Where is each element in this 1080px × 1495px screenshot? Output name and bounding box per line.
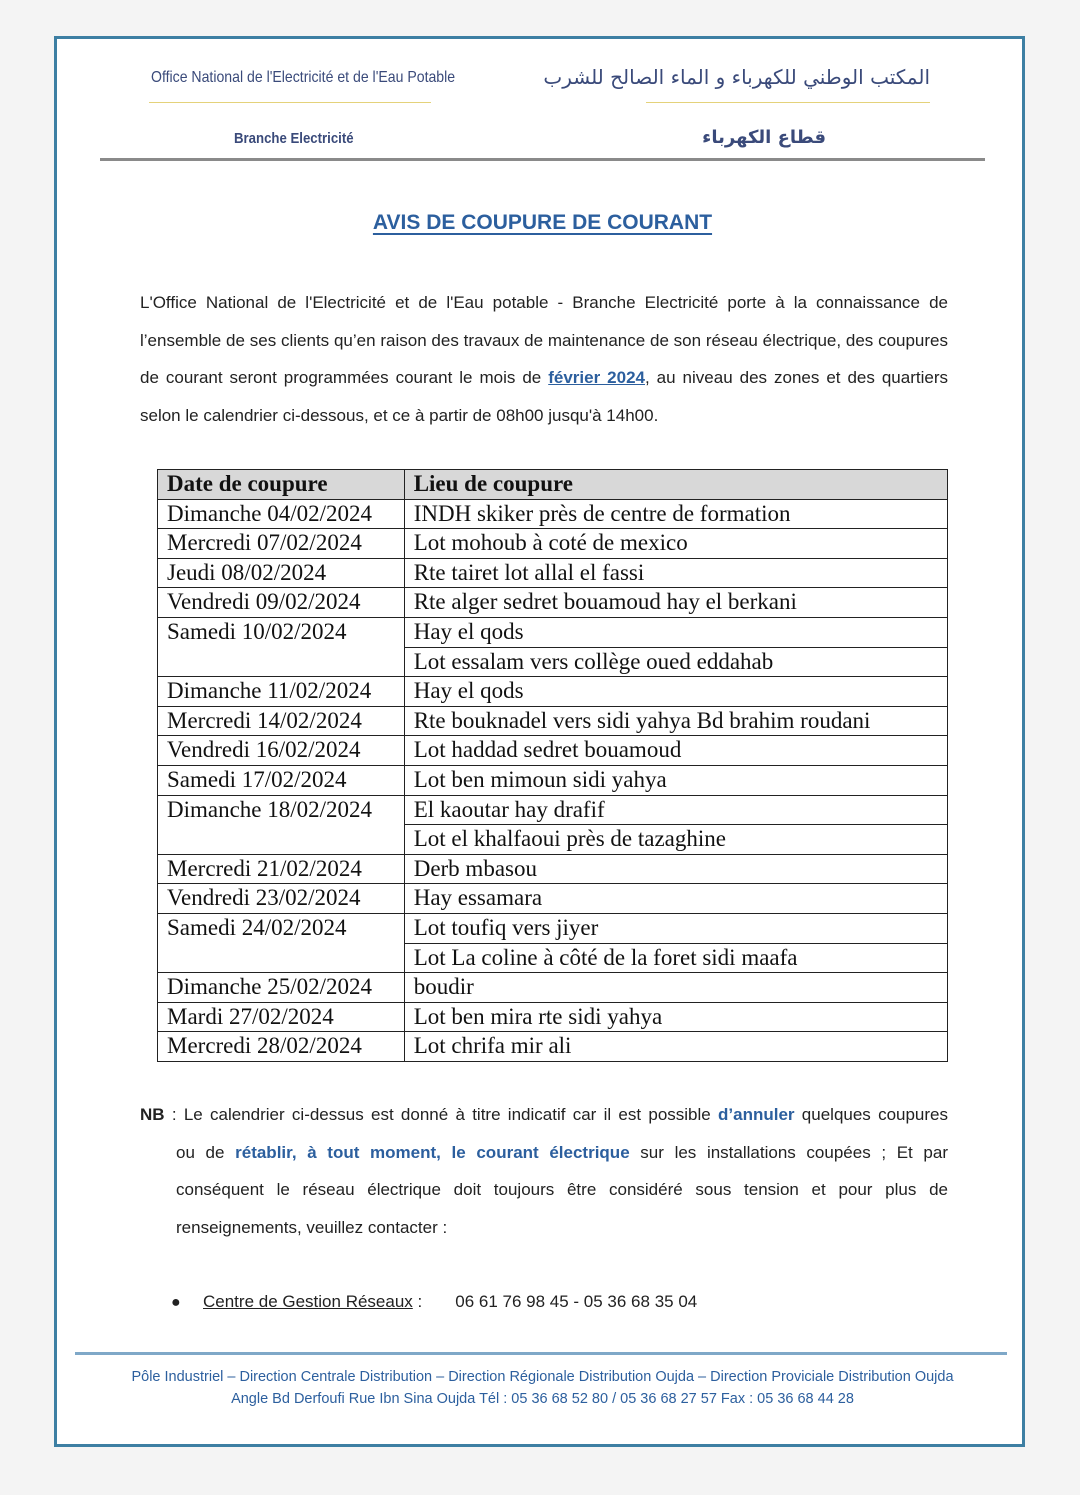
cell-date: Mardi 27/02/2024	[158, 1002, 405, 1032]
cell-place: Lot ben mimoun sidi yahya	[404, 765, 947, 795]
cell-date: Mercredi 21/02/2024	[158, 854, 405, 884]
table-row	[158, 1002, 948, 1032]
cell-date: Dimanche 25/02/2024	[158, 973, 405, 1003]
nb-line-2-end: sur les installations coupées ; Et par	[629, 1142, 949, 1162]
nb-highlight-restore: rétablir, à tout moment, le courant électrique	[235, 1142, 630, 1162]
nb-note	[140, 1096, 948, 1246]
intro-text-before: L'Office National de l'Electricité et de l'Eau potable - Branche Electricité porte à la connaissance de l’ensemble de ses clients qu’en raison des travaux de maintenance de son réseau électrique, des coupures de courant seront programmées courant le mois de	[140, 293, 948, 388]
nb-label: NB	[140, 1105, 165, 1124]
cell-place: Lot el khalfaoui près de tazaghine	[404, 825, 947, 855]
table-body	[158, 499, 948, 1061]
cell-date: Mercredi 07/02/2024	[158, 529, 405, 559]
table-row	[158, 854, 948, 884]
cell-date: Samedi 10/02/2024	[158, 617, 405, 676]
contact-line	[171, 1292, 697, 1312]
cell-place: El kaoutar hay drafif	[404, 795, 947, 825]
nb-line-3: conséquent le réseau électrique doit toujours être considéré sous tension et pour plus de	[176, 1180, 948, 1199]
table-row	[158, 913, 948, 943]
cell-date: Samedi 17/02/2024	[158, 765, 405, 795]
footer-address: Angle Bd Derfoufi Rue Ibn Sina Oujda Tél : 05 36 68 52 80 / 05 36 68 27 57 Fax : 05 36 68 44 28	[231, 1391, 854, 1407]
nb-line-4: renseignements, veuillez contacter :	[176, 1217, 448, 1237]
cell-date: Jeudi 08/02/2024	[158, 558, 405, 588]
cell-date: Mercredi 14/02/2024	[158, 706, 405, 736]
notice-title	[57, 211, 1028, 235]
nb-line-2-text: ou de	[176, 1142, 236, 1162]
cell-place: INDH skiker près de centre de formation	[404, 499, 947, 529]
office-name-arabic: المكتب الوطني للكهرباء و الماء الصالح للشرب	[543, 65, 930, 89]
cell-date: Samedi 24/02/2024	[158, 913, 405, 972]
nb-highlight-cancel: d’annuler	[718, 1105, 795, 1124]
cell-date: Vendredi 09/02/2024	[158, 588, 405, 618]
cell-date: Dimanche 04/02/2024	[158, 499, 405, 529]
intro-month: février 2024	[548, 368, 645, 388]
table-row	[158, 795, 948, 825]
cell-place: Lot ben mira rte sidi yahya	[404, 1002, 947, 1032]
cell-place: Lot La coline à côté de la foret sidi maafa	[404, 943, 947, 973]
branch-name-arabic: قطاع الكهرباء	[702, 127, 826, 148]
cell-place: Lot toufiq vers jiyer	[404, 913, 947, 943]
cell-place: Derb mbasou	[404, 854, 947, 884]
nb-line-2	[140, 1134, 948, 1172]
column-header-date: Date de coupure	[158, 470, 405, 500]
column-header-place: Lieu de coupure	[404, 470, 947, 500]
footer-organization: Pôle Industriel – Direction Centrale Distribution – Direction Régionale Distribution Oujda – Direction Proviciale Distribution Oujda	[131, 1369, 954, 1385]
nb-line-1-end: quelques coupures	[794, 1105, 949, 1124]
cell-place: Rte alger sedret bouamoud hay el berkani	[404, 588, 947, 618]
table-row	[158, 677, 948, 707]
table-header-row	[158, 470, 948, 500]
cell-date: Dimanche 11/02/2024	[158, 677, 405, 707]
header-divider	[100, 158, 985, 161]
contact-phones: 06 61 76 98 45 - 05 36 68 35 04	[455, 1292, 698, 1311]
outage-schedule-table	[157, 469, 948, 1062]
cell-place: Hay essamara	[404, 884, 947, 914]
table-row	[158, 1032, 948, 1062]
branch-name-french: Branche Electricité	[234, 130, 354, 147]
cell-place: Lot essalam vers collège oued eddahab	[404, 647, 947, 677]
notice-title-text: AVIS DE COUPURE DE COURANT	[372, 211, 713, 234]
cell-place: Rte bouknadel vers sidi yahya Bd brahim roudani	[404, 706, 947, 736]
table-row	[158, 588, 948, 618]
table-row	[158, 884, 948, 914]
document-page	[54, 36, 1025, 1447]
cell-place: boudir	[404, 973, 947, 1003]
cell-date: Vendredi 23/02/2024	[158, 884, 405, 914]
table-row	[158, 499, 948, 529]
cell-date: Mercredi 28/02/2024	[158, 1032, 405, 1062]
office-name-french: Office National de l'Electricité et de l'Eau Potable	[151, 69, 456, 86]
table-row	[158, 617, 948, 647]
intro-text-after: , au niveau des zones et des quartiers selon le calendrier ci-dessous, et ce à partir de 08h00 jusqu'à 14h00.	[140, 368, 948, 426]
intro-paragraph	[140, 284, 948, 435]
cell-place: Rte tairet lot allal el fassi	[404, 558, 947, 588]
cell-place: Lot chrifa mir ali	[404, 1032, 947, 1062]
cell-place: Lot mohoub à coté de mexico	[404, 529, 947, 559]
header-arabic-underline	[646, 102, 930, 103]
cell-place: Hay el qods	[404, 617, 947, 647]
header-french-underline	[149, 102, 431, 103]
table-row	[158, 558, 948, 588]
contact-label: Centre de Gestion Réseaux	[203, 1292, 413, 1311]
table-row	[158, 736, 948, 766]
contact-separator: :	[412, 1292, 423, 1311]
cell-date: Vendredi 16/02/2024	[158, 736, 405, 766]
table-row	[158, 706, 948, 736]
cell-date: Dimanche 18/02/2024	[158, 795, 405, 854]
cell-place: Hay el qods	[404, 677, 947, 707]
footer-divider	[75, 1352, 1007, 1355]
table-row	[158, 529, 948, 559]
table-row	[158, 973, 948, 1003]
nb-line-1-text: : Le calendrier ci-dessus est donné à titre indicatif car il est possible	[164, 1105, 719, 1124]
bullet-icon: ●	[171, 1294, 181, 1311]
table-row	[158, 765, 948, 795]
nb-line-1	[140, 1096, 948, 1134]
cell-place: Lot haddad sedret bouamoud	[404, 736, 947, 766]
